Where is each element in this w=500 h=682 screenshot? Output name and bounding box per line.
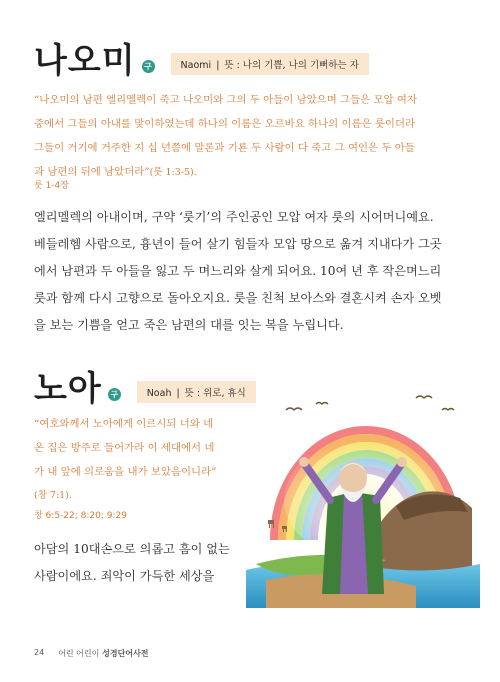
separator: | — [216, 60, 220, 71]
quote-line: “나오미의 남편 엘리멜렉이 죽고 나오미와 그의 두 아들이 남았으며 그들은 모압 여자 — [34, 94, 417, 106]
birds — [286, 396, 454, 410]
entry-body — [34, 204, 474, 339]
scripture-reference: 창 6:5-22; 8:20; 9:29 — [34, 511, 127, 521]
quote-line: 중에서 그들의 아내를 맞이하였는데 하나의 이름은 오르바요 하나의 이름은 룻이더라 — [34, 118, 416, 130]
book-title: 어린 어린이 성경단어사전 — [58, 649, 149, 658]
quote-line: 온 집은 방주로 들어가라 이 세대에서 네 — [34, 442, 215, 454]
body-line: 에서 남편과 두 아들을 잃고 두 며느리와 살게 되어요. 10여 년 후 작은며느리 — [34, 264, 442, 278]
meaning-text: 뜻 : 위로, 휴식 — [184, 388, 246, 399]
page-footer — [34, 648, 149, 659]
body-line: 사람이에요. 죄악이 가득한 세상을 — [34, 569, 215, 583]
headword: 노아 — [34, 369, 102, 409]
meaning-box — [171, 53, 369, 75]
headword: 나오미 — [34, 41, 136, 81]
body-line: 아담의 10대손으로 의롭고 흠이 없는 — [34, 542, 230, 556]
scripture-reference: 룻 1-4장 — [34, 181, 69, 191]
body-line: 룻과 함께 다시 고향으로 돌아오지요. 룻을 친척 보아스와 결혼시켜 손자 오벳 — [34, 291, 442, 305]
entry-header-noah — [34, 369, 256, 409]
romanized-name: Noah — [146, 388, 172, 399]
meaning-box — [137, 381, 256, 403]
quote-line: 그들이 거기에 거주한 지 십 년쯤에 말론과 기룐 두 사람이 다 죽고 그 여인은 두 아들 — [34, 142, 415, 154]
quote-line: “여호와께서 노아에게 이르시되 너와 네 — [34, 418, 214, 430]
old-testament-badge: 구 — [142, 60, 155, 73]
noah-rainbow-illustration — [246, 380, 480, 608]
entry-header-naomi — [34, 41, 369, 81]
scripture-quote — [34, 88, 474, 185]
body-line: 을 보는 기쁨을 얻고 죽은 남편의 대를 잇는 복을 누립니다. — [34, 318, 344, 332]
meaning-text: 뜻 : 나의 기쁨, 나의 기뻐하는 자 — [224, 60, 359, 71]
quote-line: 과 남편의 뒤에 남았더라”(룻 1:3-5). — [34, 166, 197, 178]
body-line: 베들레헴 사람으로, 흉년이 들어 살기 힘들자 모압 땅으로 옮겨 지내다가 그곳 — [34, 237, 442, 251]
old-testament-badge: 구 — [108, 388, 121, 401]
page-number: 24 — [34, 648, 45, 657]
quote-line: 가 내 앞에 의로움을 내가 보았음이니라” — [34, 466, 217, 478]
romanized-name: Naomi — [180, 60, 212, 71]
separator: | — [176, 388, 180, 399]
quote-citation: (룻 1:3-5). — [149, 167, 197, 178]
quote-citation: (창 7:1). — [34, 490, 72, 501]
entry-body — [34, 536, 246, 590]
body-line: 엘리멜렉의 아내이며, 구약 ‘룻기’의 주인공인 모압 여자 룻의 시어머니예요. — [34, 210, 434, 224]
scripture-quote — [34, 412, 246, 508]
